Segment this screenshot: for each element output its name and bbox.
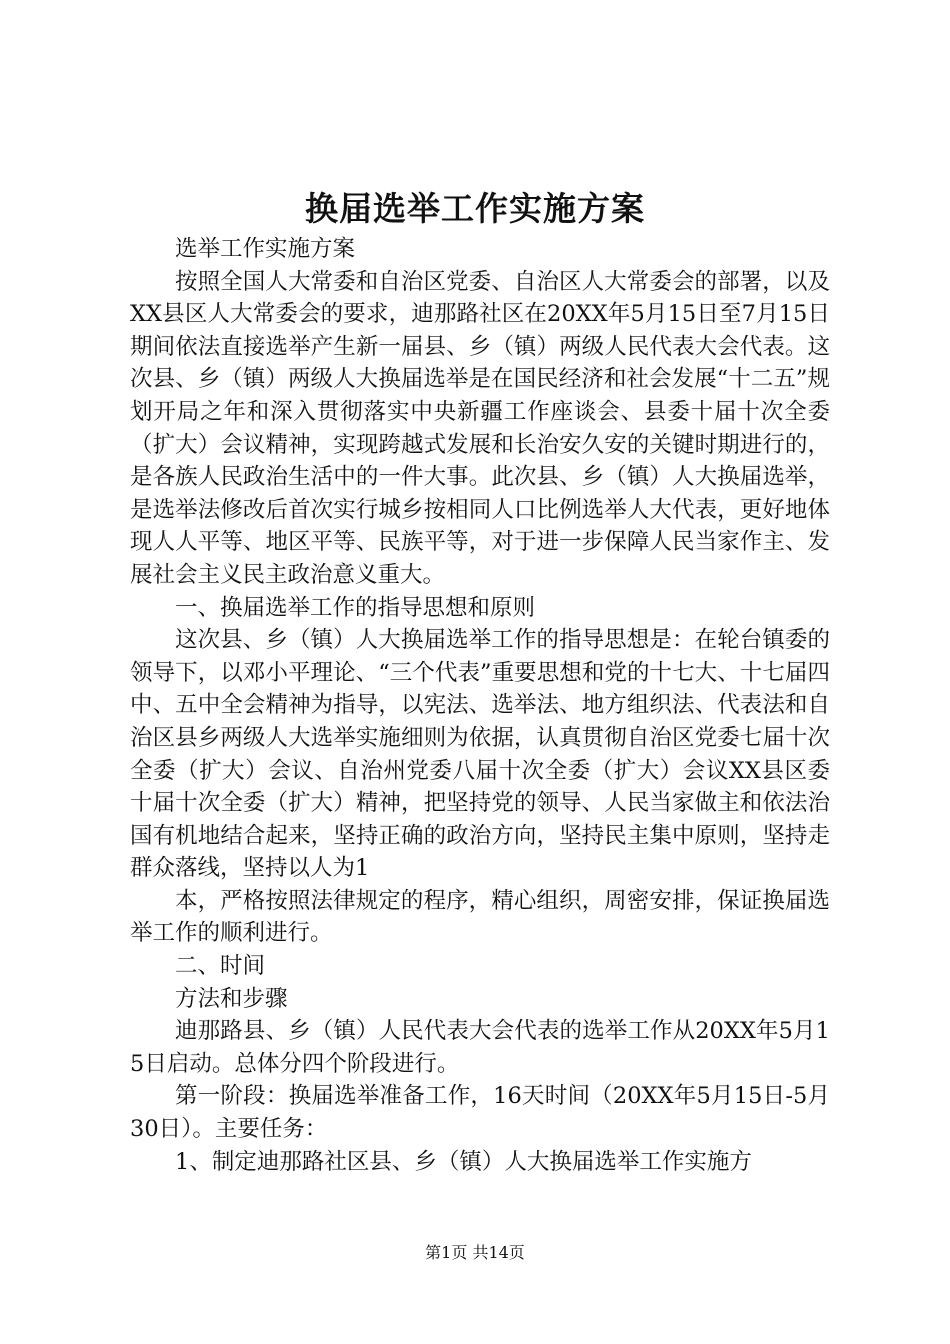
paragraph-guiding-thought: 这次县、乡（镇）人大换届选举工作的指导思想是：在轮台镇委的领导下，以邓小平理论、“三个代表”重要思想和党的十七大、十七届四中、五中全会精神为指导，以宪法、选举法、地方组织法、代表法和自治区县乡两级人大选举实施细则为依据，认真贯彻自治区党委七届十次全委（扩大）会议、自治州党委八届十次全委（扩大）会议XX县区委十届十次全委（扩大）精神，把坚持党的领导、人民当家做主和依法治国有机地结合起来，坚持正确的政治方向，坚持民主集中原则，坚持走群众落线，坚持以人为1: [130, 627, 830, 882]
document-body: [130, 233, 830, 1178]
paragraph-stage-one: 第一阶段：换届选举准备工作，16天时间（20XX年5月15日-5月30日）。主要任务：: [130, 1083, 830, 1143]
paragraph-task-one: 1、制定迪那路社区县、乡（镇）人大换届选举工作实施方: [175, 1148, 752, 1175]
paragraph-intro: 按照全国人大常委和自治区党委、自治区人大常委会的部署，以及XX县区人大常委会的要求，迪那路社区在20XX年5月15日至7月15日期间依法直接选举产生新一届县、乡（镇）两级人民代表大会代表。这次县、乡（镇）两级人大换届选举是在国民经济和社会发展“十二五”规划开局之年和深入贯彻落实中央新疆工作座谈会、县委十届十次全委（扩大）会议精神，实现跨越式发展和长治安久安的关键时期进行的，是各族人民政治生活中的一件大事。此次县、乡（镇）人大换届选举，是选举法修改后首次实行城乡按相同人口比例选举人大代表，更好地体现人人平等、地区平等、民族平等，对于进一步保障人民当家作主、发展社会主义民主政治意义重大。: [130, 268, 830, 588]
section-heading-principles: 一、换届选举工作的指导思想和原则: [175, 594, 536, 621]
section-heading-time: 二、时间: [175, 953, 266, 980]
page-number-footer: 第1页 共14页: [425, 1243, 525, 1262]
section-heading-methods: 方法和步骤: [175, 985, 288, 1012]
paragraph-subtitle: 选举工作实施方案: [175, 236, 356, 262]
paragraph-start-date: 迪那路县、乡（镇）人民代表大会代表的选举工作从20XX年5月15日启动。总体分四个阶段进行。: [130, 1018, 830, 1077]
document-title: 换届选举工作实施方案: [305, 189, 645, 228]
paragraph-guiding-thought-cont: 本，严格按照法律规定的程序，精心组织，周密安排，保证换届选举工作的顺利进行。: [130, 887, 830, 947]
